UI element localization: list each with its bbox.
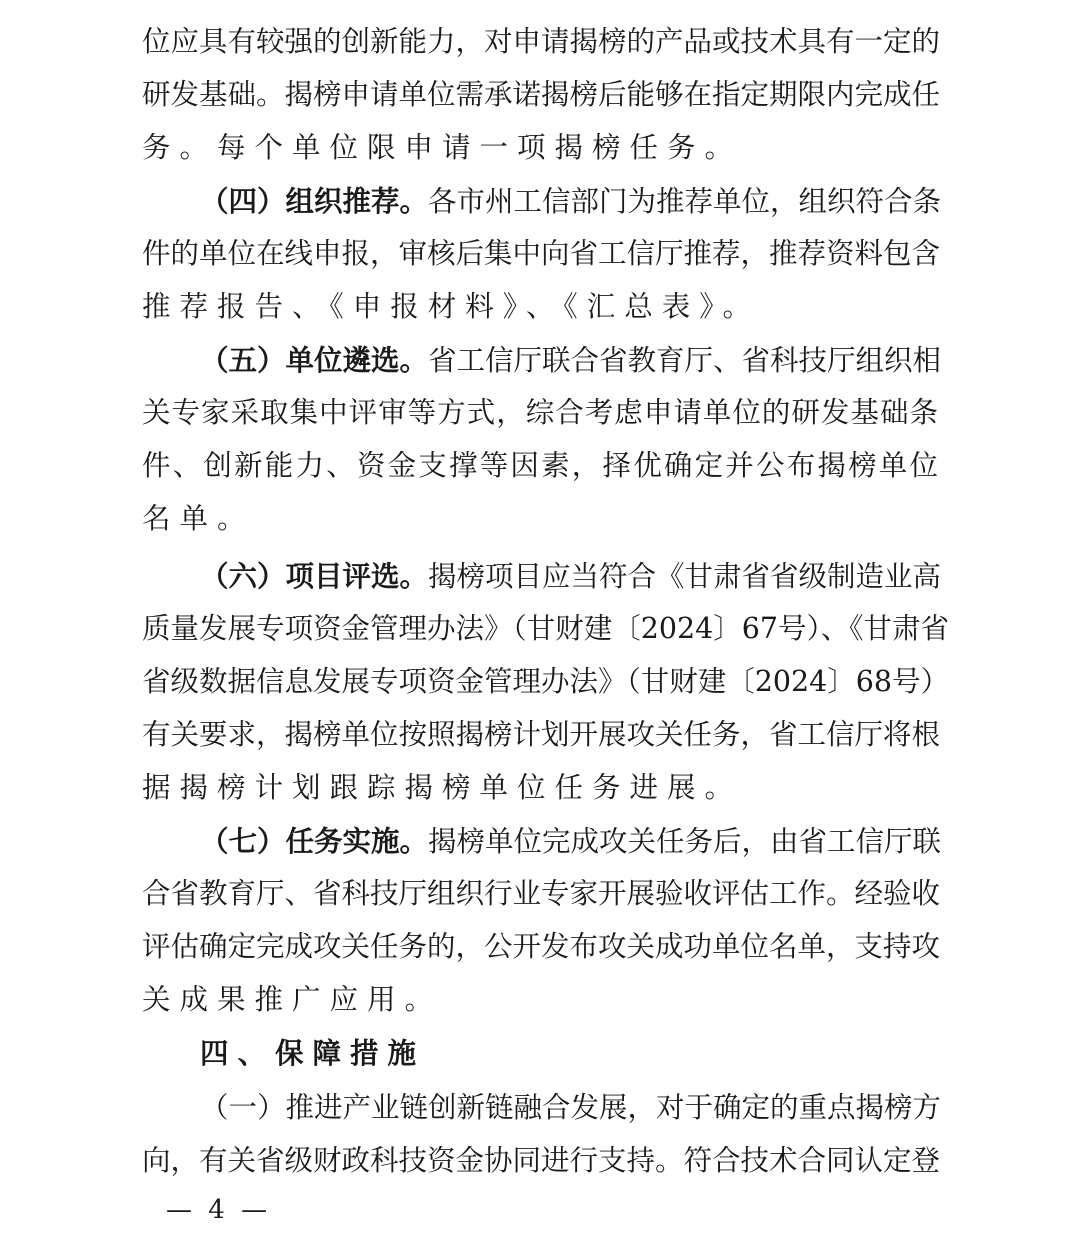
- text-line: 质量发展专项资金管理办法》（甘财建〔2024〕67号）、《甘肃省: [142, 612, 950, 645]
- text-line: 件的单位在线申报，审核后集中向省工信厅推荐，推荐资料包含: [142, 237, 941, 270]
- paragraph-six-first-line: （六）项目评选。揭榜项目应当符合《甘肃省省级制造业高: [200, 559, 942, 593]
- text-line: 向，有关省级财政科技资金协同进行支持。符合技术合同认定登: [142, 1144, 941, 1177]
- paragraph-seven-first-line: （七）任务实施。揭榜单位完成攻关任务后，由省工信厅联: [200, 824, 942, 858]
- text-line: 研发基础。揭榜申请单位需承诺揭榜后能够在指定期限内完成任: [142, 78, 941, 111]
- text-line: 有关要求，揭榜单位按照揭榜计划开展攻关任务，省工信厅将根: [142, 718, 941, 751]
- bold-title-five: （五）单位遴选。: [200, 343, 429, 377]
- section-heading: 四、保障措施: [200, 1037, 426, 1070]
- text-line: （一）推进产业链创新链融合发展，对于确定的重点揭榜方: [200, 1091, 942, 1124]
- text-line: 务。每个单位限申请一项揭榜任务。: [142, 131, 743, 164]
- text-line: 评估确定完成攻关任务的，公开发布攻关成功单位名单，支持攻: [142, 930, 941, 963]
- text-line: 位应具有较强的创新能力，对申请揭榜的产品或技术具有一定的: [142, 25, 941, 58]
- bold-title-four: （四）组织推荐。: [200, 184, 429, 218]
- bold-title-six: （六）项目评选。: [200, 559, 429, 593]
- text-line: 件、创新能力、资金支撑等因素，择优确定并公布揭榜单位: [142, 449, 938, 482]
- page-number: — 4 —: [166, 1195, 272, 1225]
- text-line: 合省教育厅、省科技厅组织行业专家开展验收评估工作。经验收: [142, 877, 941, 910]
- paragraph-four-first-line: （四）组织推荐。各市州工信部门为推荐单位，组织符合条: [200, 184, 942, 218]
- text-line: 推荐报告、《申报材料》、《汇总表》。: [142, 290, 761, 323]
- text-line: 关专家采取集中评审等方式，综合考虑申请单位的研发基础条: [142, 396, 938, 429]
- text-line: 省级数据信息发展专项资金管理办法》（甘财建〔2024〕68号）: [142, 665, 950, 698]
- paragraph-five-first-line: （五）单位遴选。省工信厅联合省教育厅、省科技厅组织相: [200, 343, 942, 377]
- text-line: 关成果推广应用。: [142, 983, 443, 1016]
- bold-title-seven: （七）任务实施。: [200, 824, 429, 858]
- text-line: 名单。: [142, 502, 255, 535]
- text-line: 据揭榜计划跟踪揭榜单位任务进展。: [142, 771, 743, 804]
